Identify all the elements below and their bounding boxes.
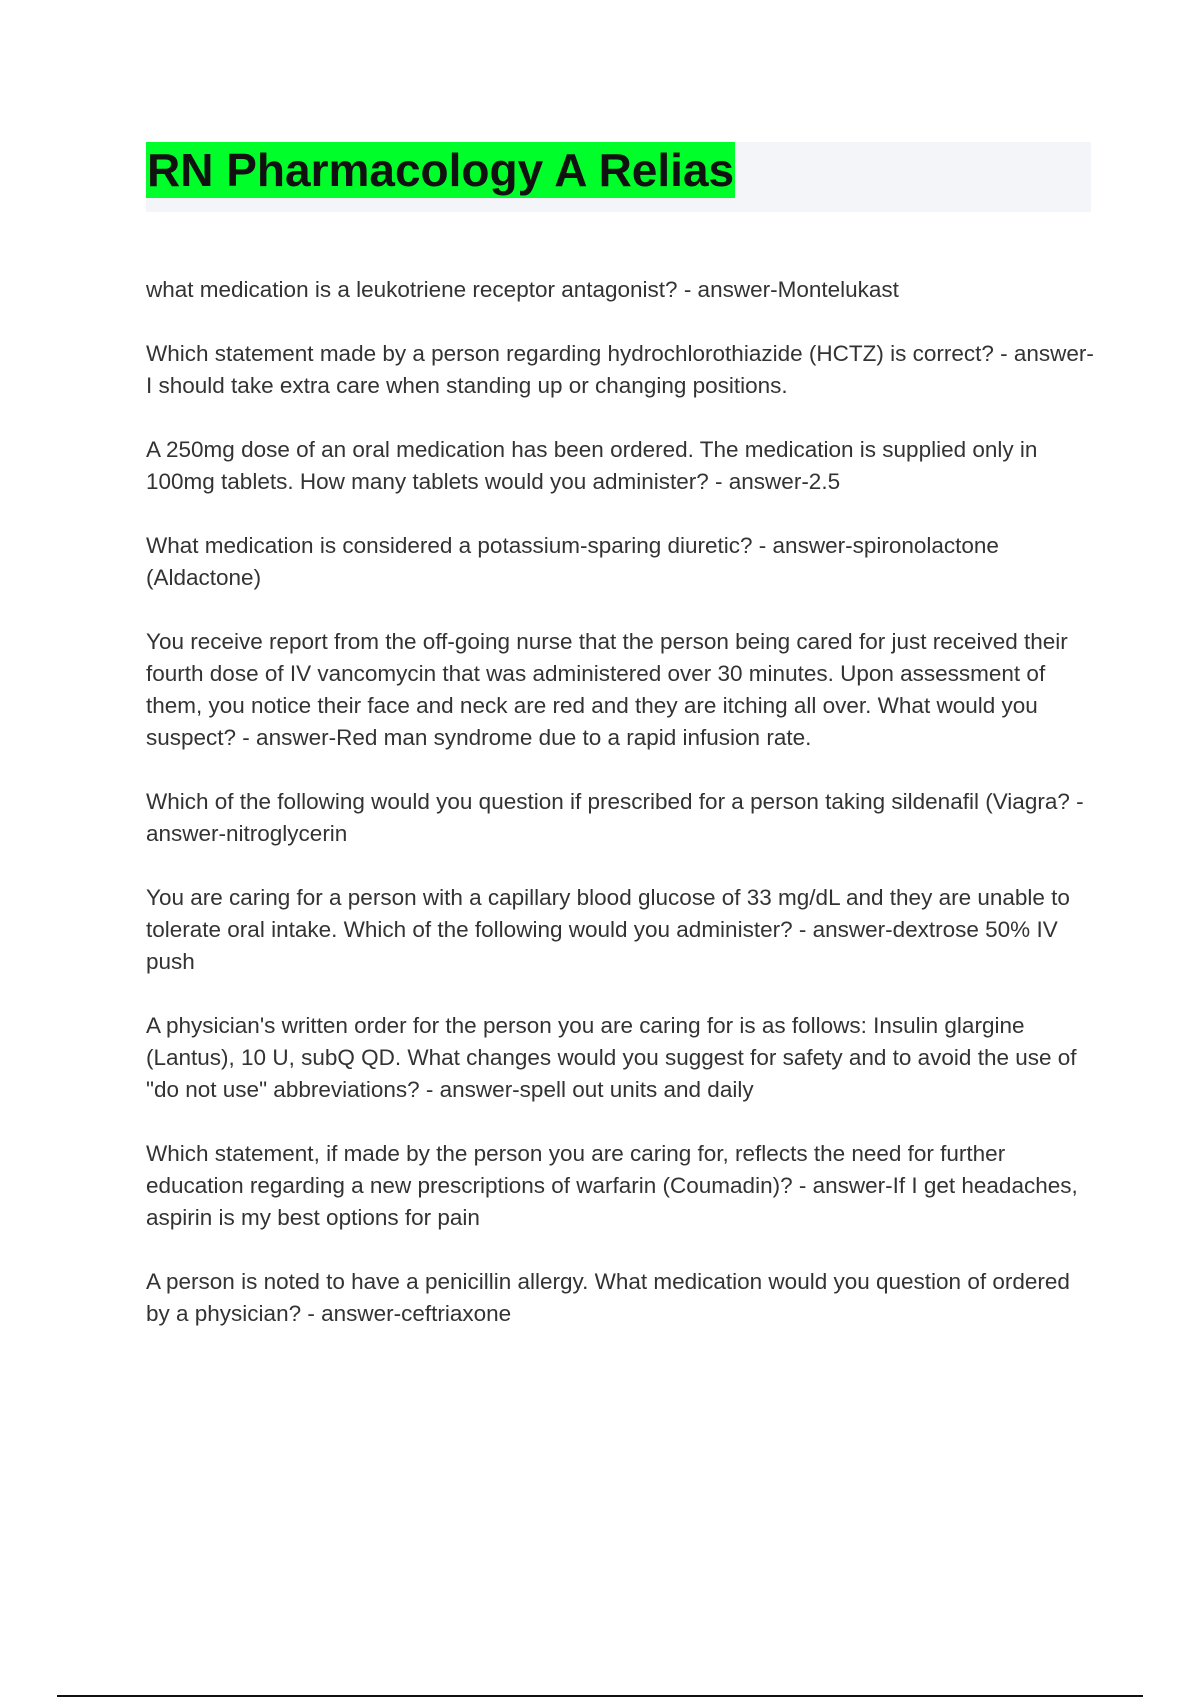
qa-item-6: Which of the following would you question if prescribed for a person taking sildenafil (Viagra? - answer-nitroglycerin [146, 789, 1084, 846]
qa-item-2: Which statement made by a person regarding hydrochlorothiazide (HCTZ) is correct? - answer-I should take extra care when standing up or changing positions. [146, 341, 1094, 398]
qa-item-1: what medication is a leukotriene receptor antagonist? - answer-Montelukast [146, 277, 899, 302]
qa-list [146, 274, 1096, 1362]
qa-item-7: You are caring for a person with a capillary blood glucose of 33 mg/dL and they are unable to tolerate oral intake. Which of the following would you administer? - answer-dextrose 50% IV push [146, 885, 1070, 974]
qa-item-9: Which statement, if made by the person you are caring for, reflects the need for further education regarding a new prescriptions of warfarin (Coumadin)? - answer-If I get headaches, aspirin is my best options for pain [146, 1141, 1078, 1230]
footer-divider [57, 1695, 1143, 1697]
qa-item-8: A physician's written order for the person you are caring for is as follows: Insulin glargine (Lantus), 10 U, subQ QD. What changes would you suggest for safety and to avoid the use of "do not use" abbreviations? - answer-spell out units and daily [146, 1013, 1077, 1102]
qa-item-5: You receive report from the off-going nurse that the person being cared for just received their fourth dose of IV vancomycin that was administered over 30 minutes. Upon assessment of them, you notice their face and neck are red and they are itching all over. What would you suspect? - answer-Red man syndrome due to a rapid infusion rate. [146, 629, 1068, 750]
qa-item-3: A 250mg dose of an oral medication has been ordered. The medication is supplied only in 100mg tablets. How many tablets would you administer? - answer-2.5 [146, 437, 1038, 494]
page-title: RN Pharmacology A Relias [147, 144, 735, 196]
qa-item-10: A person is noted to have a penicillin allergy. What medication would you question of ordered by a physician? - answer-ceftriaxone [146, 1269, 1070, 1326]
qa-item-4: What medication is considered a potassium-sparing diuretic? - answer-spironolactone (Aldactone) [146, 533, 999, 590]
